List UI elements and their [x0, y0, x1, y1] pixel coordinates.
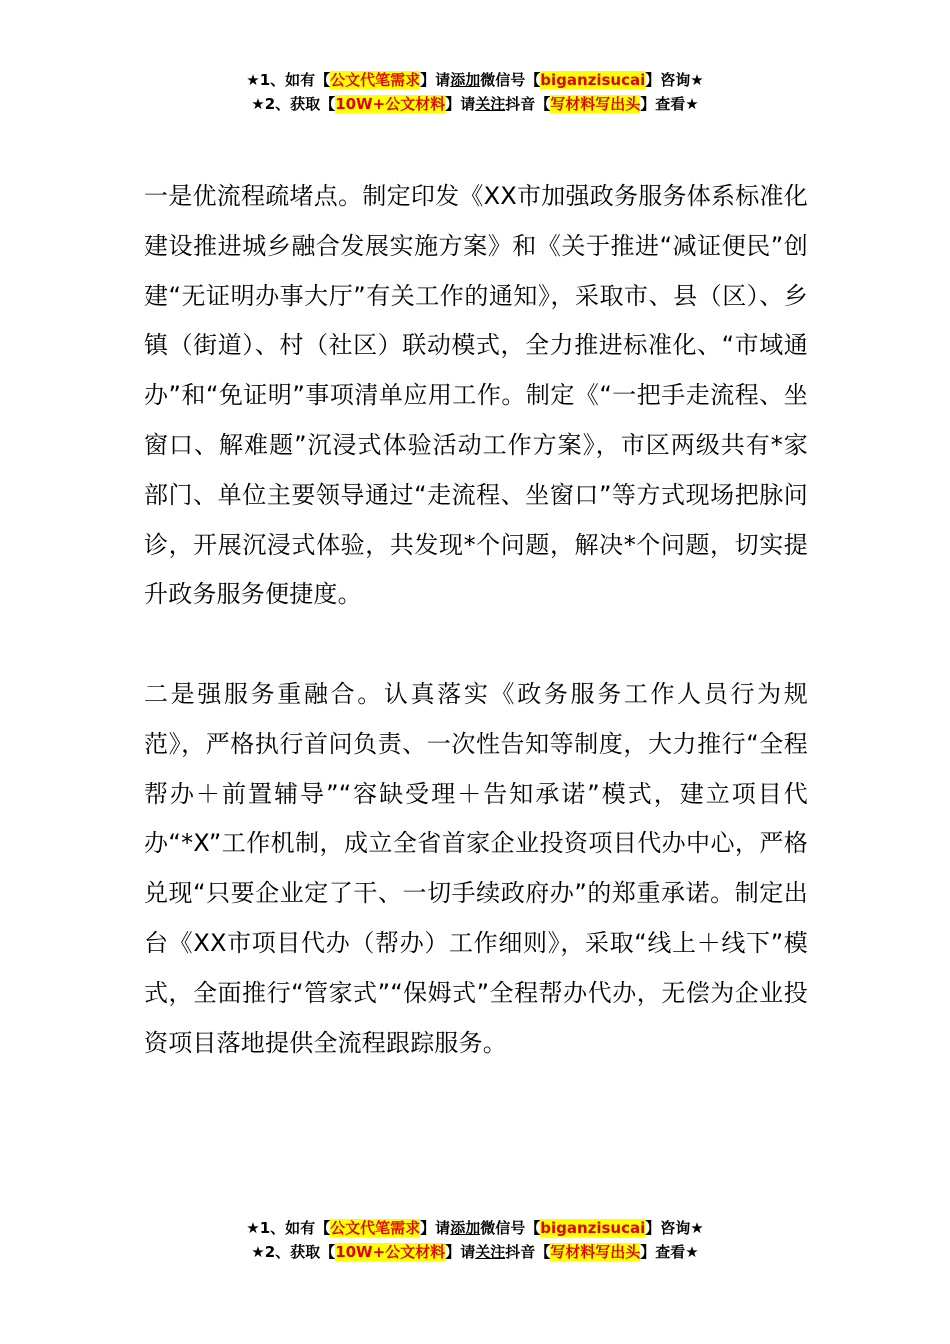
banner-highlight: biganzisucai [540, 71, 646, 89]
banner-underlined-text: 添加 [450, 71, 481, 89]
banner-underlined-text: 添加 [450, 1219, 481, 1237]
banner-text: 微信号【 [480, 71, 541, 89]
banner-highlight: 写材料写出头 [550, 1243, 641, 1261]
banner-text: 抖音【 [505, 1243, 551, 1261]
header-banner [0, 68, 950, 116]
banner-line-1 [0, 68, 950, 92]
banner-text: 】查看★ [640, 95, 699, 113]
banner-text: 】咨询★ [645, 71, 704, 89]
document-body [144, 172, 808, 1068]
banner-highlight: 写材料写出头 [550, 95, 641, 113]
banner-line-1 [0, 1216, 950, 1240]
banner-text: ★2、获取【 [251, 95, 336, 113]
banner-underlined-text: 关注 [475, 1243, 506, 1261]
banner-highlight: biganzisucai [540, 1219, 646, 1237]
footer-banner [0, 1216, 950, 1264]
banner-highlight: 10W+公文材料 [335, 95, 446, 113]
banner-text: 】查看★ [640, 1243, 699, 1261]
banner-text: 】请 [420, 1219, 451, 1237]
paragraph-1: 一是优流程疏堵点。制定印发《XX市加强政务服务体系标准化建设推进城乡融合发展实施方案》和《关于推进“减证便民”创建“无证明办事大厅”有关工作的通知》，采取市、县（区）、乡镇（街道）、村（社区）联动模式，全力推进标准化、“市域通办”和“免证明”事项清单应用工作。制定《“一把手走流程、坐窗口、解难题”沉浸式体验活动工作方案》，市区两级共有*家部门、单位主要领导通过“走流程、坐窗口”等方式现场把脉问诊，开展沉浸式体验，共发现*个问题，解决*个问题，切实提升政务服务便捷度。 [144, 182, 808, 609]
banner-text: 】请 [445, 95, 476, 113]
banner-text: 微信号【 [480, 1219, 541, 1237]
banner-text: 抖音【 [505, 95, 551, 113]
paragraph-2: 二是强服务重融合。认真落实《政务服务工作人员行为规范》，严格执行首问负责、一次性告知等制度，大力推行“全程帮办＋前置辅导”“容缺受理＋告知承诺”模式，建立项目代办“*X”工作机制，成立全省首家企业投资项目代办中心，严格兑现“只要企业定了干、一切手续政府办”的郑重承诺。制定出台《XX市项目代办（帮办）工作细则》，采取“线上＋线下”模式，全面推行“管家式”“保姆式”全程帮办代办，无偿为企业投资项目落地提供全流程跟踪服务。 [144, 679, 808, 1057]
banner-text: ★1、如有【 [246, 1219, 331, 1237]
banner-underlined-text: 关注 [475, 95, 506, 113]
banner-text: ★1、如有【 [246, 71, 331, 89]
banner-text: 】咨询★ [645, 1219, 704, 1237]
banner-text: 】请 [445, 1243, 476, 1261]
banner-text: 】请 [420, 71, 451, 89]
banner-highlight: 公文代笔需求 [330, 1219, 421, 1237]
banner-highlight: 公文代笔需求 [330, 71, 421, 89]
banner-line-2 [0, 92, 950, 116]
banner-line-2 [0, 1240, 950, 1264]
banner-text: ★2、获取【 [251, 1243, 336, 1261]
banner-highlight: 10W+公文材料 [335, 1243, 446, 1261]
